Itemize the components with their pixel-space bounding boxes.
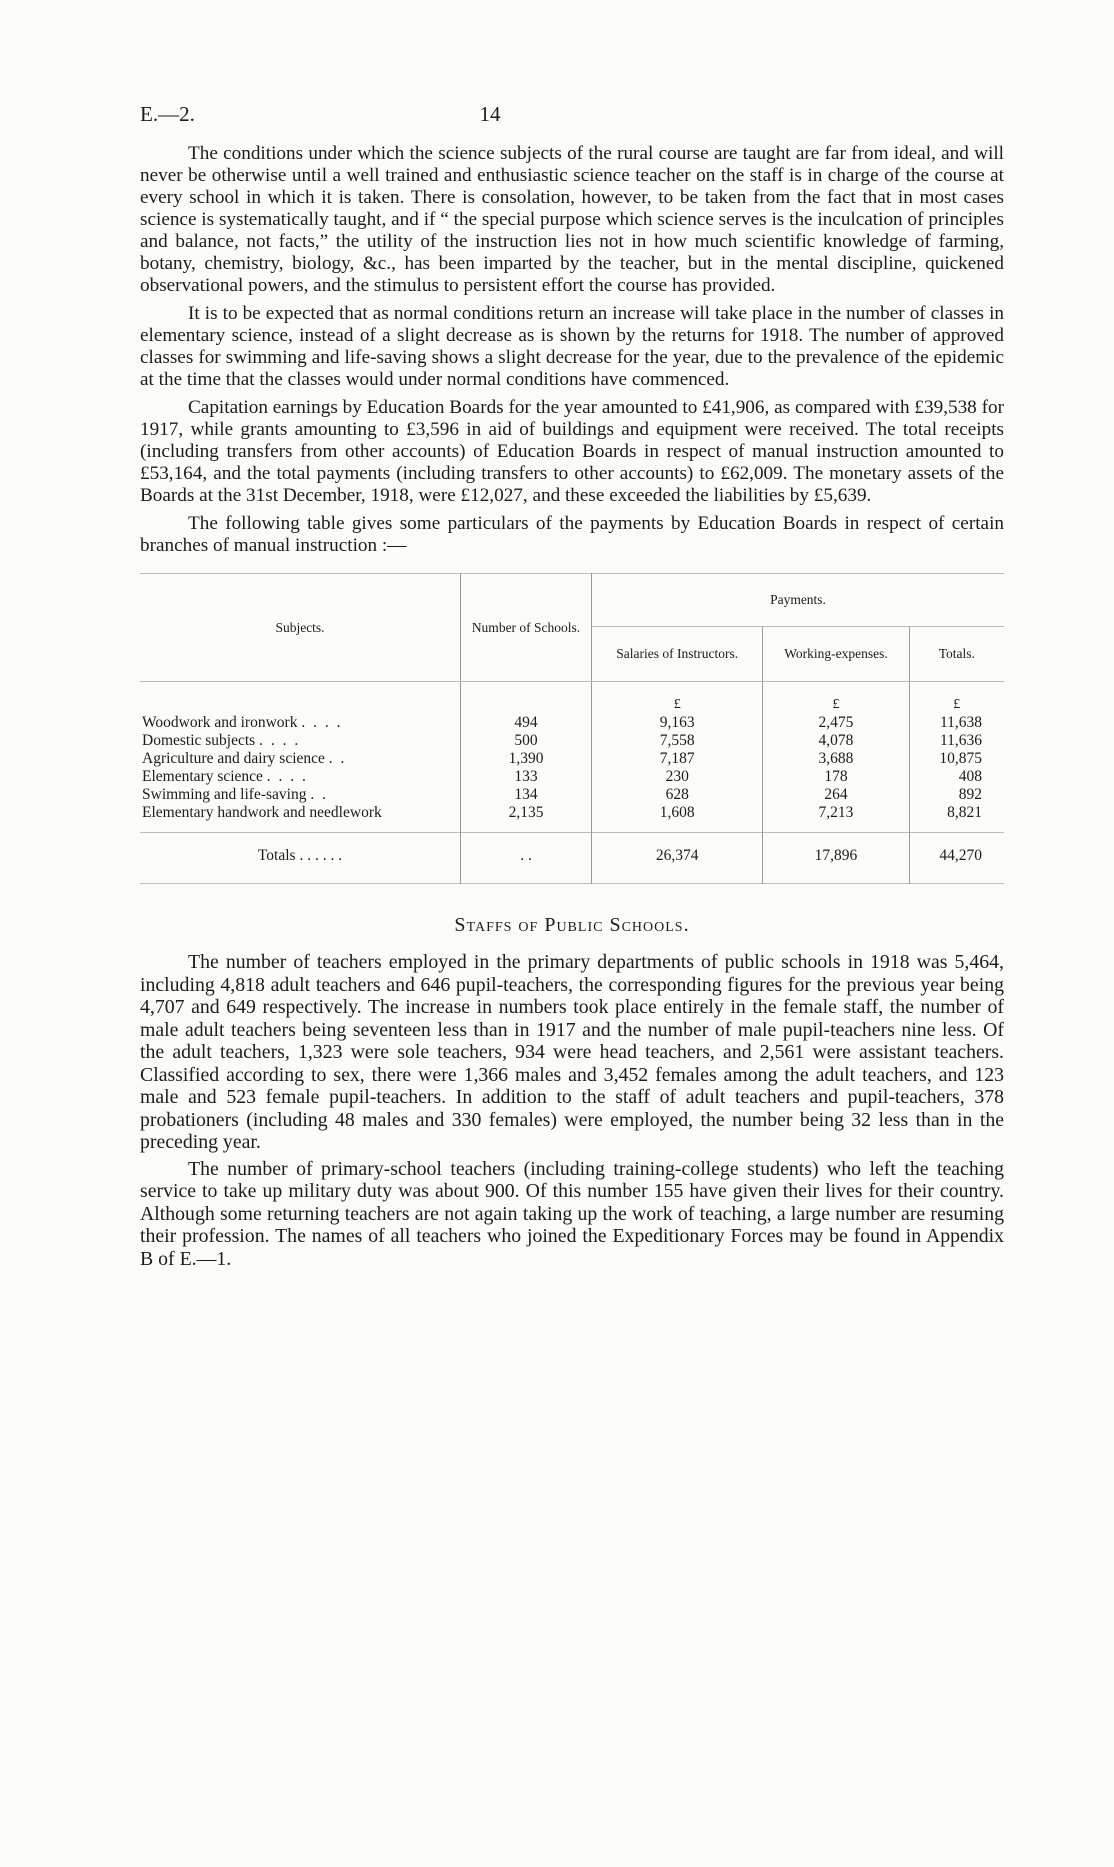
total-working: 17,896 xyxy=(763,833,909,884)
col-totals: Totals. xyxy=(909,627,1004,682)
table-row xyxy=(140,786,1004,804)
paragraph-classes: It is to be expected that as normal conditions return an increase will take place in the number of classes in elementary science, instead of a slight decrease as is shown by the returns for 1918. The number of approved classes for swimming and life-saving shows a slight decrease for the year, due to the prevalence of the epidemic at the time that the classes would under normal conditions have commenced. xyxy=(140,303,1004,390)
cell-subject xyxy=(140,732,461,750)
leader-dots: . . xyxy=(310,786,328,803)
cell-subject xyxy=(140,786,461,804)
subject-text: Agriculture and dairy science xyxy=(142,750,325,767)
cell-subject xyxy=(140,750,461,768)
currency-blank xyxy=(140,682,461,715)
table-row xyxy=(140,732,1004,750)
page-header xyxy=(140,102,1000,132)
table-row xyxy=(140,804,1004,833)
paragraph-table-intro: The following table gives some particulars of the payments by Education Boards in respect of certain branches of manual instruction :— xyxy=(140,513,1004,556)
cell-subject xyxy=(140,804,461,833)
cell-working: 264 xyxy=(763,786,909,804)
table-row xyxy=(140,714,1004,732)
col-salaries: Salaries of Instructors. xyxy=(592,627,763,682)
subject-text: Domestic subjects xyxy=(142,732,256,749)
paragraph-capitation: Capitation earnings by Education Boards for the year amounted to £41,906, as compared with £39,538 for 1917, while grants amounting to £3,596 in aid of buildings and equipment were received. The total receipts (including transfers from other accounts) of Education Boards in respect of manual instruction amounted to £53,164, and the total payments (including transfers to other accounts) to £62,009. The monetary assets of the Boards at the 31st December, 1918, were £12,027, and these exceeded the liabilities by £5,639. xyxy=(140,397,1004,506)
subject-text: Woodwork and ironwork xyxy=(142,714,298,731)
col-payments: Payments. xyxy=(592,574,1005,627)
currency-symbol: £ xyxy=(763,682,909,715)
cell-totals: 8,821 xyxy=(947,804,982,821)
total-label: Totals . . . . . . xyxy=(140,833,461,884)
cell-schools: 494 xyxy=(461,714,592,732)
cell-totals: 11,638 xyxy=(939,714,982,731)
currency-blank xyxy=(461,682,592,715)
cell-totals: 408 xyxy=(958,768,982,785)
document-reference: E.—2. xyxy=(140,102,195,126)
manual-instruction-payments-table xyxy=(140,573,1004,884)
cell-working: 178 xyxy=(763,768,909,786)
table-total-row xyxy=(140,833,1004,884)
col-subjects: Subjects. xyxy=(140,574,461,682)
paragraph-rural-science: The conditions under which the science subjects of the rural course are taught are far from ideal, and will never be otherwise until a well trained and enthusiastic science teacher on the staff is in charge of the course at every school in which it is taken. There is consolation, however, to be taken from the fact that in most cases science is systematically taught, and if “ the special purpose which science serves is the inculcation of principles and balance, not facts,” the utility of the instruction lies not in how much scientific knowledge of farming, botany, chemistry, biology, &c., has been imparted by the teacher, but in the mental discipline, quickened observational powers, and the stimulus to persistent effort the course has provided. xyxy=(140,143,1004,296)
cell-salaries: 9,163 xyxy=(592,714,763,732)
currency-row xyxy=(140,682,1004,715)
leader-dots: . . . . xyxy=(301,714,343,731)
subject-text: Elementary science xyxy=(142,768,263,785)
table-row xyxy=(140,750,1004,768)
paragraph-teacher-numbers: The number of teachers employed in the primary departments of public schools in 1918 was 5,464, including 4,818 adult teachers and 646 pupil-teachers, the corresponding figures for the previous year being 4,707 and 649 respectively. The increase in numbers took place entirely in the female staff, the number of male adult teachers being seventeen less than in 1917 and the number of male pupil-teachers nine less. Of the adult teachers, 1,323 were sole teachers, 934 were head teachers, and 2,561 were assistant teachers. Classified according to sex, there were 1,366 males and 3,452 females among the adult teachers, and 123 male and 523 female pupil-teachers. In addition to the staff of adult teachers and pupil-teachers, 378 probationers (including 48 males and 330 females) were employed, the number being 32 less than in the preceding year. xyxy=(140,951,1004,1153)
cell-totals: 11,636 xyxy=(939,732,982,749)
currency-symbol: £ xyxy=(953,697,961,712)
cell-totals: 892 xyxy=(958,786,982,803)
page-body xyxy=(140,143,1004,1274)
subject-text: Elementary handwork and needlework xyxy=(142,804,382,821)
cell-schools: 1,390 xyxy=(461,750,592,768)
cell-salaries: 628 xyxy=(592,786,763,804)
currency-symbol: £ xyxy=(592,682,763,715)
cell-subject xyxy=(140,714,461,732)
cell-working: 3,688 xyxy=(763,750,909,768)
cell-schools: 500 xyxy=(461,732,592,750)
cell-subject xyxy=(140,768,461,786)
total-schools: . . xyxy=(461,833,592,884)
cell-salaries: 7,187 xyxy=(592,750,763,768)
cell-schools: 134 xyxy=(461,786,592,804)
subject-text: Swimming and life-saving xyxy=(142,786,307,803)
cell-working: 7,213 xyxy=(763,804,909,833)
cell-working: 2,475 xyxy=(763,714,909,732)
cell-schools: 133 xyxy=(461,768,592,786)
table-header-row xyxy=(140,574,1004,627)
cell-salaries: 230 xyxy=(592,768,763,786)
cell-schools: 2,135 xyxy=(461,804,592,833)
cell-salaries: 1,608 xyxy=(592,804,763,833)
col-number-of-schools: Number of Schools. xyxy=(461,574,592,682)
cell-totals: 10,875 xyxy=(939,750,982,767)
total-totals: 44,270 xyxy=(909,833,1004,884)
cell-salaries: 7,558 xyxy=(592,732,763,750)
section-heading: Staffs of Public Schools. xyxy=(454,914,690,936)
cell-working: 4,078 xyxy=(763,732,909,750)
paragraph-military-duty: The number of primary-school teachers (including training-college students) who left the teaching service to take up military duty was about 900. Of this number 155 have given their lives for their country. Although some returning teachers are not again taking up the work of teaching, a large number are resuming their profession. The names of all teachers who joined the Expeditionary Forces may be found in Appendix B of E.—1. xyxy=(140,1157,1004,1270)
total-salaries: 26,374 xyxy=(592,833,763,884)
table-row xyxy=(140,768,1004,786)
staffs-section xyxy=(140,951,1004,1270)
col-working-expenses: Working-expenses. xyxy=(763,627,909,682)
leader-dots: . . . . xyxy=(259,732,301,749)
page-number: 14 xyxy=(479,102,501,126)
leader-dots: . . . . xyxy=(266,768,308,785)
leader-dots: . . xyxy=(328,750,347,767)
